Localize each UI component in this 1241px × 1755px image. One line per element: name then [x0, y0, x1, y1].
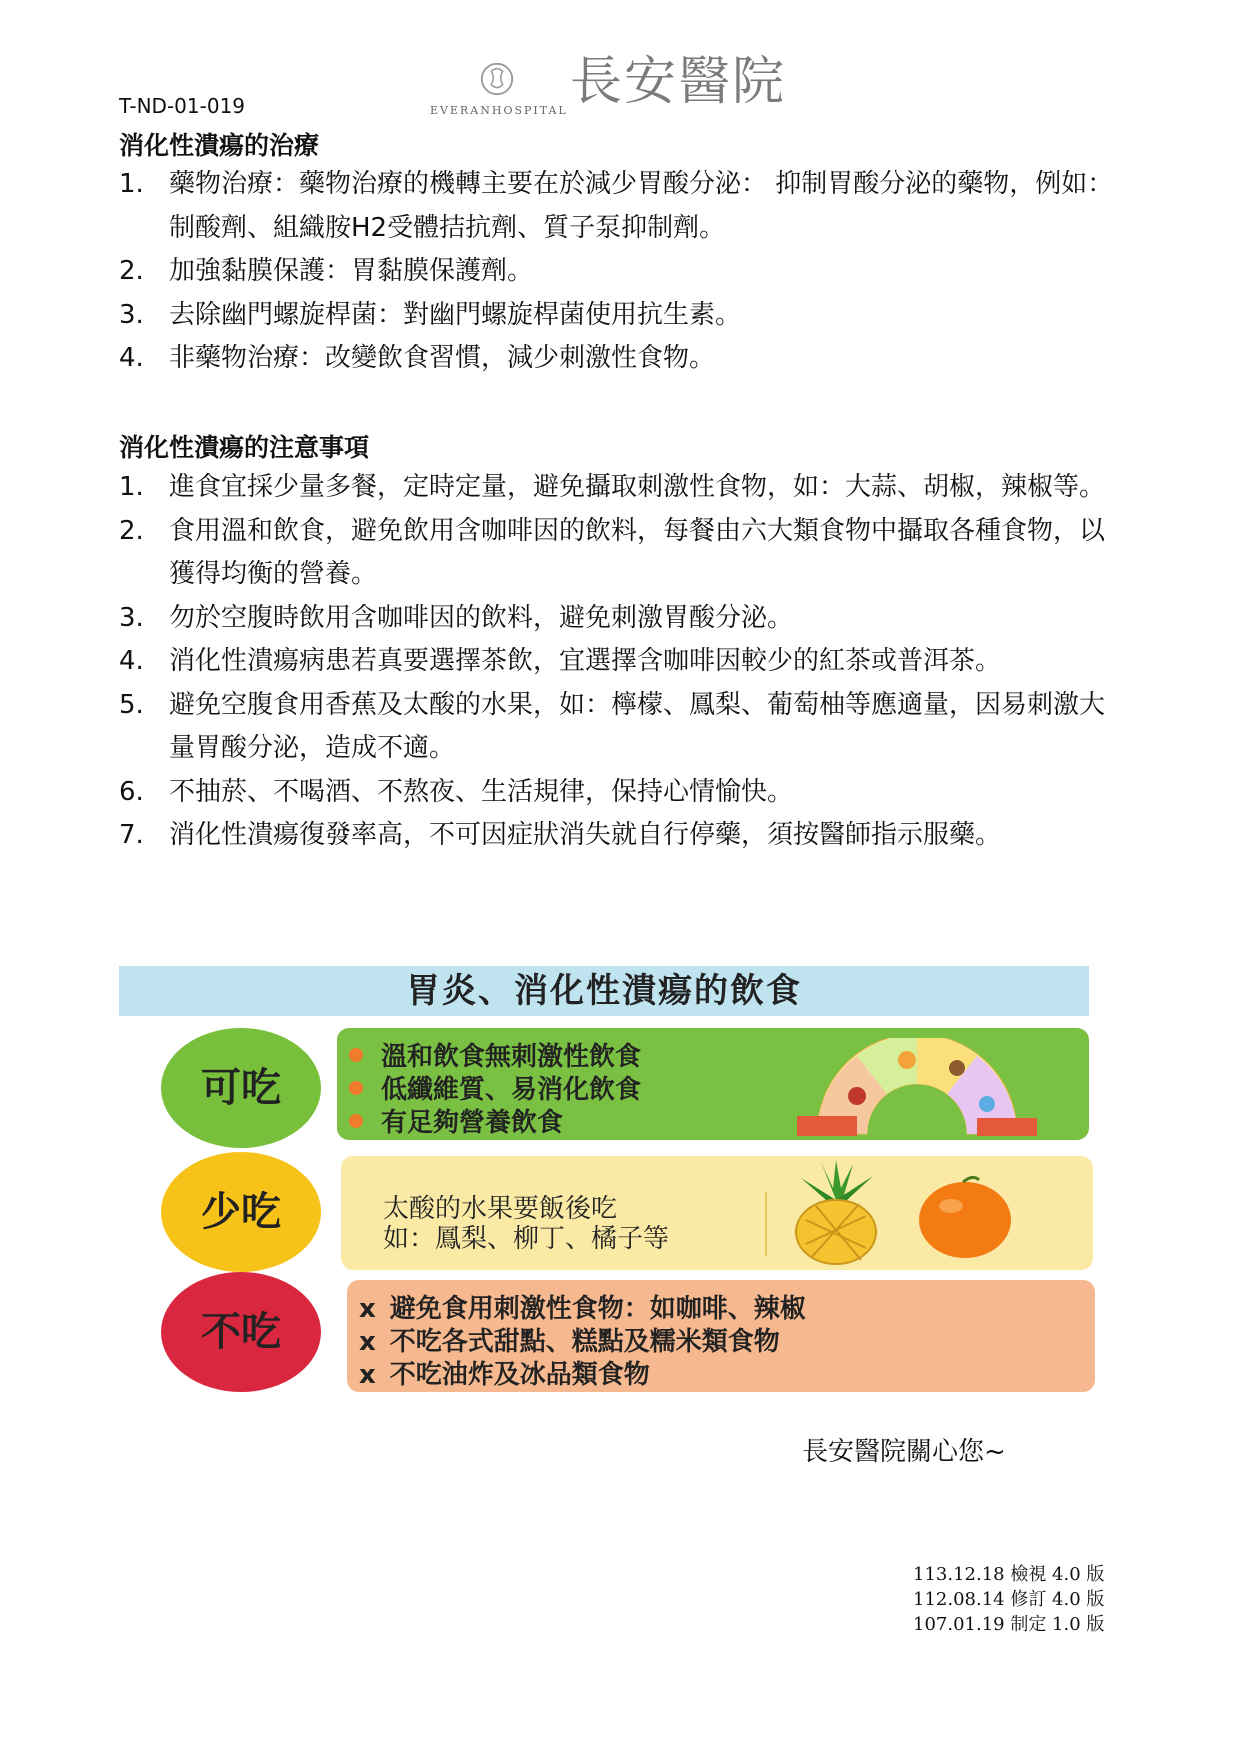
can-eat-line: 低纖維質、易消化飲食 [349, 1069, 641, 1106]
cross-icon: x [359, 1294, 376, 1324]
section-precautions-title: 消化性潰瘍的注意事項 [119, 433, 370, 462]
bullet-dot-icon [349, 1081, 363, 1095]
avoid-line: x 不吃油炸及冰品類食物 [359, 1360, 650, 1390]
version-line: 107.01.19 制定 1.0 版 [913, 1614, 1105, 1635]
precautions-list [119, 466, 1119, 858]
can-eat-line: 有足夠營養飲食 [349, 1102, 563, 1139]
list-item: 7. 消化性潰瘍復發率高，不可因症狀消失就自行停藥，須按醫師指示服藥。 [119, 820, 1002, 850]
eat-less-badge: 少吃 [161, 1152, 321, 1272]
cross-icon: x [359, 1360, 376, 1390]
eat-less-line: 如：鳳梨、柳丁、橘子等 [383, 1224, 670, 1254]
list-item: 6. 不抽菸、不喝酒、不熬夜、生活規律，保持心情愉快。 [119, 776, 794, 807]
food-pyramid-icon [797, 1038, 1037, 1136]
eat-less-box [341, 1156, 1093, 1270]
document-number: T-ND-01-019 [119, 94, 246, 118]
logo-english-text: EVERANHOSPITAL [430, 104, 568, 117]
list-item: 2. 加強黏膜保護：胃黏膜保護劑。 [119, 256, 534, 286]
diet-panel-title: 胃炎、消化性潰瘍的飲食 [119, 966, 1089, 1016]
list-item: 3. 勿於空腹時飲用含咖啡因的飲料，避免刺激胃酸分泌。 [119, 602, 794, 633]
version-line: 112.08.14 修訂 4.0 版 [913, 1589, 1105, 1610]
pineapple-icon [781, 1160, 891, 1266]
can-eat-box [337, 1028, 1089, 1140]
version-line: 113.12.18 檢視 4.0 版 [913, 1564, 1105, 1585]
hospital-emblem-icon [478, 60, 516, 98]
version-history [913, 1562, 1104, 1637]
avoid-line: x 避免食用刺激性食物：如咖啡、辣椒 [359, 1294, 806, 1324]
logo-chinese-text: 長安醫院 [570, 52, 787, 112]
cross-icon: x [359, 1327, 376, 1357]
orange-icon [915, 1170, 1015, 1260]
divider [765, 1192, 767, 1256]
list-item: 4. 非藥物治療：改變飲食習慣，減少刺激性食物。 [119, 343, 716, 373]
list-item: 1. 進食宜採少量多餐，定時定量，避免攝取刺激性食物，如：大蒜、胡椒，辣椒等。 [119, 472, 1106, 502]
diet-infographic [119, 966, 1119, 1411]
list-item: 5. 避免空腹食用香蕉及太酸的水果，如：檸檬、鳳梨、葡萄柚等應適量，因易刺激大量胃酸分泌，造成不適。 [119, 689, 1106, 763]
list-item: 3. 去除幽門螺旋桿菌：對幽門螺旋桿菌使用抗生素。 [119, 299, 742, 330]
bullet-dot-icon [349, 1048, 363, 1062]
list-item: 1. 藥物治療：藥物治療的機轉主要在於減少胃酸分泌： 抑制胃酸分泌的藥物，例如：制酸劑、組織胺H2受體拮抗劑、質子泵抑制劑。 [119, 169, 1114, 243]
avoid-box [347, 1280, 1095, 1392]
list-item: 2. 食用溫和飲食，避免飲用含咖啡因的飲料，每餐由六大類食物中攝取各種食物，以獲得均衡的營養。 [119, 515, 1106, 589]
list-item: 4. 消化性潰瘍病患若真要選擇茶飲，宜選擇含咖啡因較少的紅茶或普洱茶。 [119, 646, 1002, 676]
avoid-badge: 不吃 [161, 1272, 321, 1392]
hospital-logo [430, 52, 830, 126]
can-eat-line: 溫和飲食無刺激性飲食 [349, 1036, 641, 1073]
avoid-line: x 不吃各式甜點、糕點及糯米類食物 [359, 1327, 780, 1357]
eat-less-line: 太酸的水果要飯後吃 [383, 1194, 618, 1224]
bullet-dot-icon [349, 1114, 363, 1128]
treatment-list [119, 163, 1119, 381]
sign-off: 長安醫院關心您~ [802, 1437, 1006, 1467]
can-eat-badge: 可吃 [161, 1028, 321, 1148]
section-treatment-title: 消化性潰瘍的治療 [119, 131, 320, 160]
